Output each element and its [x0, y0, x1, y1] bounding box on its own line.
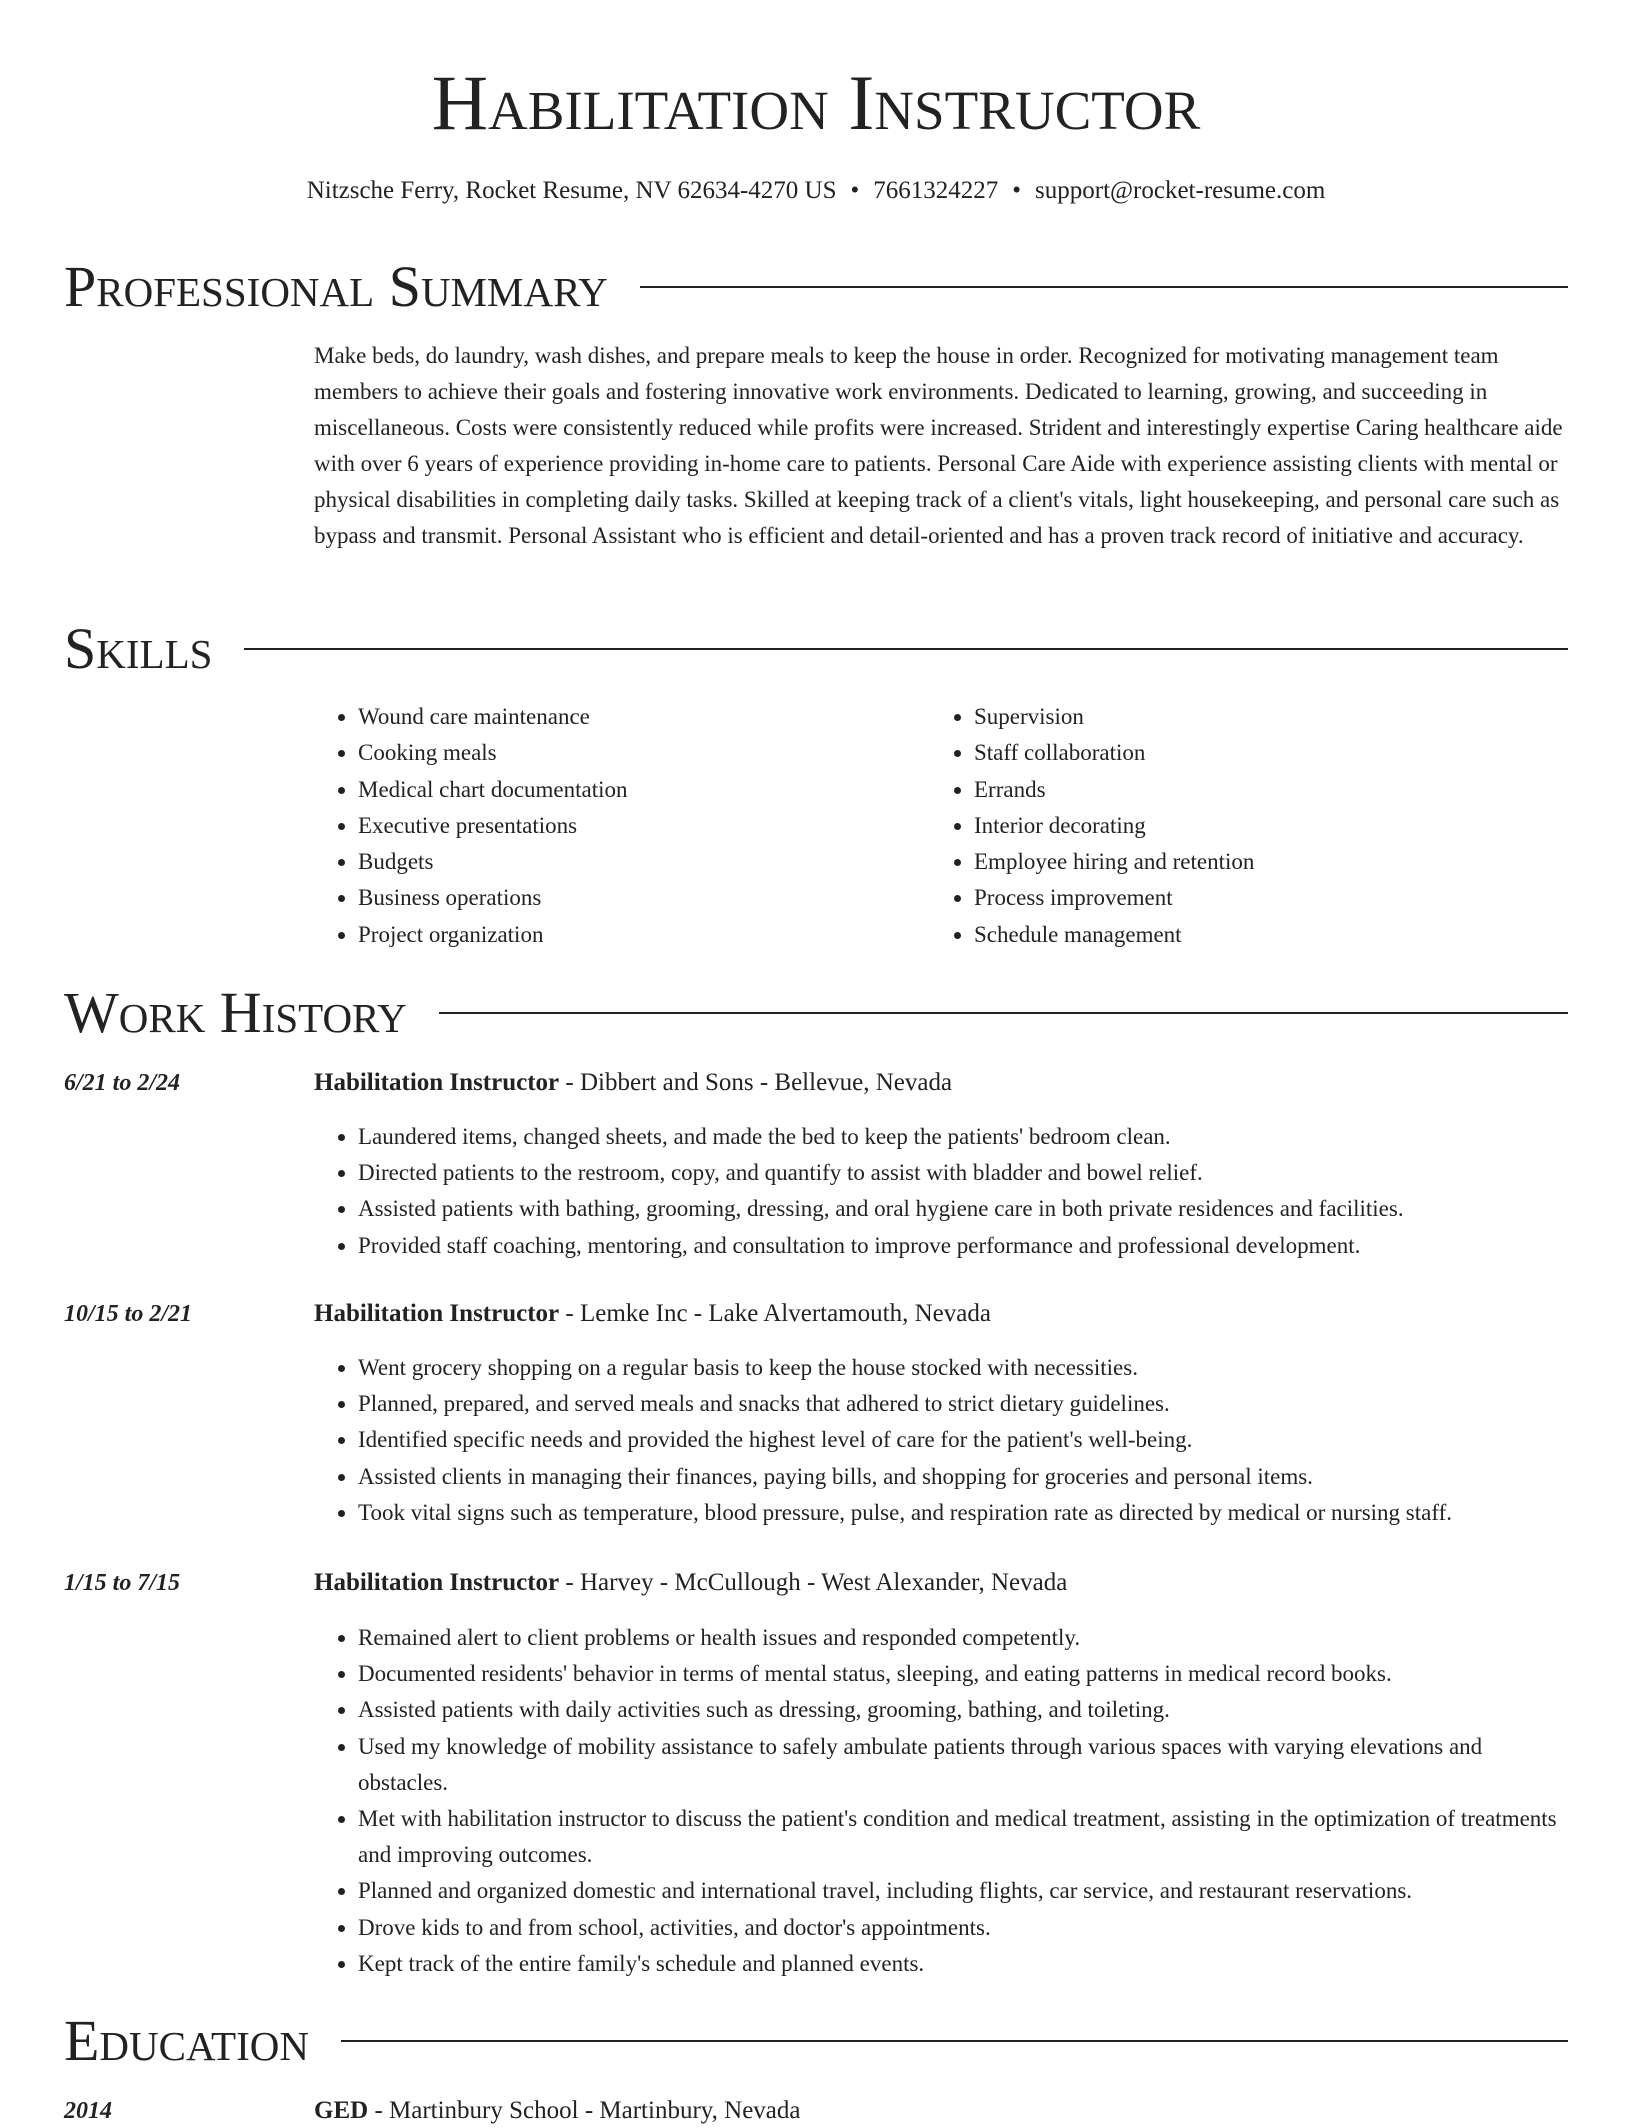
- job-dates: 1/15 to 7/15: [64, 1570, 181, 1596]
- skill-item: • Project organization: [358, 917, 930, 953]
- job-duty: • Laundered items, changed sheets, and made the bed to keep the patients' bedroom clean.: [358, 1119, 1574, 1155]
- job-duty: • Drove kids to and from school, activities, and doctor's appointments.: [358, 1910, 1574, 1946]
- skills-list: [314, 699, 1568, 953]
- skill-item: • Process improvement: [974, 880, 1546, 916]
- job-heading: [314, 1297, 991, 1331]
- job-duty: • Assisted clients in managing their finances, paying bills, and shopping for groceries and personal items.: [358, 1459, 1574, 1495]
- job-employer: - Lemke Inc - Lake Alvertamouth, Nevada: [559, 1300, 991, 1327]
- job-duty: • Met with habilitation instructor to discuss the patient's condition and medical treatment, assisting in the optimization of treatments and improving outcomes.: [358, 1801, 1574, 1873]
- skill-item: • Wound care maintenance: [358, 699, 930, 735]
- contact-email[interactable]: support@rocket-resume.com: [1035, 177, 1326, 204]
- section-divider: [341, 2040, 1568, 2042]
- job-duty: • Used my knowledge of mobility assistance to safely ambulate patients through various spaces with varying elevations and obstacles.: [358, 1729, 1574, 1801]
- section-divider: [244, 648, 1568, 650]
- section-title: Professional Summary: [64, 254, 608, 319]
- job-heading: [314, 1066, 952, 1100]
- job-duty: • Assisted patients with daily activities such as dressing, grooming, bathing, and toileting.: [358, 1692, 1574, 1728]
- education-entry: [314, 2094, 801, 2128]
- skill-item: • Cooking meals: [358, 735, 930, 771]
- job-duty: • Identified specific needs and provided the highest level of care for the patient's well-being.: [358, 1422, 1574, 1458]
- section-header-summary: [64, 254, 1568, 320]
- job-duty: • Directed patients to the restroom, copy, and quantify to assist with bladder and bowel relief.: [358, 1155, 1574, 1191]
- job-duties: [314, 1620, 1574, 1982]
- job-dates: 6/21 to 2/24: [64, 1070, 181, 1096]
- job-duty: • Planned, prepared, and served meals and snacks that adhered to strict dietary guidelines.: [358, 1386, 1574, 1422]
- summary-text: Make beds, do laundry, wash dishes, and prepare meals to keep the house in order. Recognized for motivating management team members to achieve their goals and fostering innovative work environments. Dedicated to learning, growing, and succeeding in miscellaneous. Costs were consistently reduced while profits were increased. Strident and interestingly expertise Caring healthcare aide with over 6 years of experience providing in-home care to patients. Personal Care Aide with experience assisting clients with mental or physical disabilities in completing daily tasks. Skilled at keeping track of a client's vitals, light housekeeping, and personal care such as bypass and transmit. Personal Assistant who is efficient and detail-oriented and has a proven track record of initiative and accuracy.: [314, 343, 1563, 548]
- section-title: Skills: [64, 616, 213, 681]
- job-employer: - Harvey - McCullough - West Alexander, Nevada: [559, 1569, 1068, 1596]
- job-duty: • Provided staff coaching, mentoring, and consultation to improve performance and professional development.: [358, 1228, 1574, 1264]
- job-duties: [314, 1119, 1574, 1264]
- skill-item: • Budgets: [358, 844, 930, 880]
- candidate-name: Habilitation Instructor: [431, 59, 1201, 146]
- section-divider: [439, 1012, 1568, 1014]
- education-degree: GED: [314, 2097, 369, 2124]
- job-duty: • Planned and organized domestic and international travel, including flights, car service, and restaurant reservations.: [358, 1873, 1574, 1909]
- job-duty: • Kept track of the entire family's schedule and planned events.: [358, 1946, 1574, 1982]
- skill-item: • Interior decorating: [974, 808, 1546, 844]
- skill-item: • Staff collaboration: [974, 735, 1546, 771]
- job-duty: • Documented residents' behavior in terms of mental status, sleeping, and eating patterns in medical record books.: [358, 1656, 1574, 1692]
- contact-phone: 7661324227: [873, 177, 999, 204]
- contact-line: [0, 174, 1632, 208]
- contact-separator: •: [850, 177, 860, 204]
- skills-column-left: [314, 699, 930, 953]
- contact-separator: •: [1012, 177, 1022, 204]
- job-title: Habilitation Instructor: [314, 1569, 560, 1596]
- skills-column-right: [930, 699, 1546, 953]
- section-header-skills: [64, 616, 1568, 682]
- section-title: Work History: [64, 980, 407, 1045]
- skill-item: • Supervision: [974, 699, 1546, 735]
- skill-item: • Employee hiring and retention: [974, 844, 1546, 880]
- skill-item: • Executive presentations: [358, 808, 930, 844]
- education-year: 2014: [64, 2098, 112, 2124]
- job-duty: • Went grocery shopping on a regular basis to keep the house stocked with necessities.: [358, 1350, 1574, 1386]
- section-title: Education: [64, 2008, 309, 2073]
- job-duties: [314, 1350, 1574, 1531]
- job-title: Habilitation Instructor: [314, 1300, 560, 1327]
- section-header-education: [64, 2008, 1568, 2074]
- section-header-work-history: [64, 980, 1568, 1046]
- skill-item: • Schedule management: [974, 917, 1546, 953]
- job-title: Habilitation Instructor: [314, 1069, 560, 1096]
- job-heading: [314, 1566, 1067, 1600]
- education-school: - Martinbury School - Martinbury, Nevada: [368, 2097, 801, 2124]
- contact-address: Nitzsche Ferry, Rocket Resume, NV 62634-4270 US: [306, 177, 837, 204]
- skill-item: • Medical chart documentation: [358, 772, 930, 808]
- job-duty: • Took vital signs such as temperature, blood pressure, pulse, and respiration rate as directed by medical or nursing staff.: [358, 1495, 1574, 1531]
- job-duty: • Assisted patients with bathing, grooming, dressing, and oral hygiene care in both private residences and facilities.: [358, 1191, 1574, 1227]
- skill-item: • Business operations: [358, 880, 930, 916]
- job-employer: - Dibbert and Sons - Bellevue, Nevada: [559, 1069, 953, 1096]
- section-divider: [640, 286, 1568, 288]
- job-duty: • Remained alert to client problems or health issues and responded competently.: [358, 1620, 1574, 1656]
- job-dates: 10/15 to 2/21: [64, 1301, 193, 1327]
- skill-item: • Errands: [974, 772, 1546, 808]
